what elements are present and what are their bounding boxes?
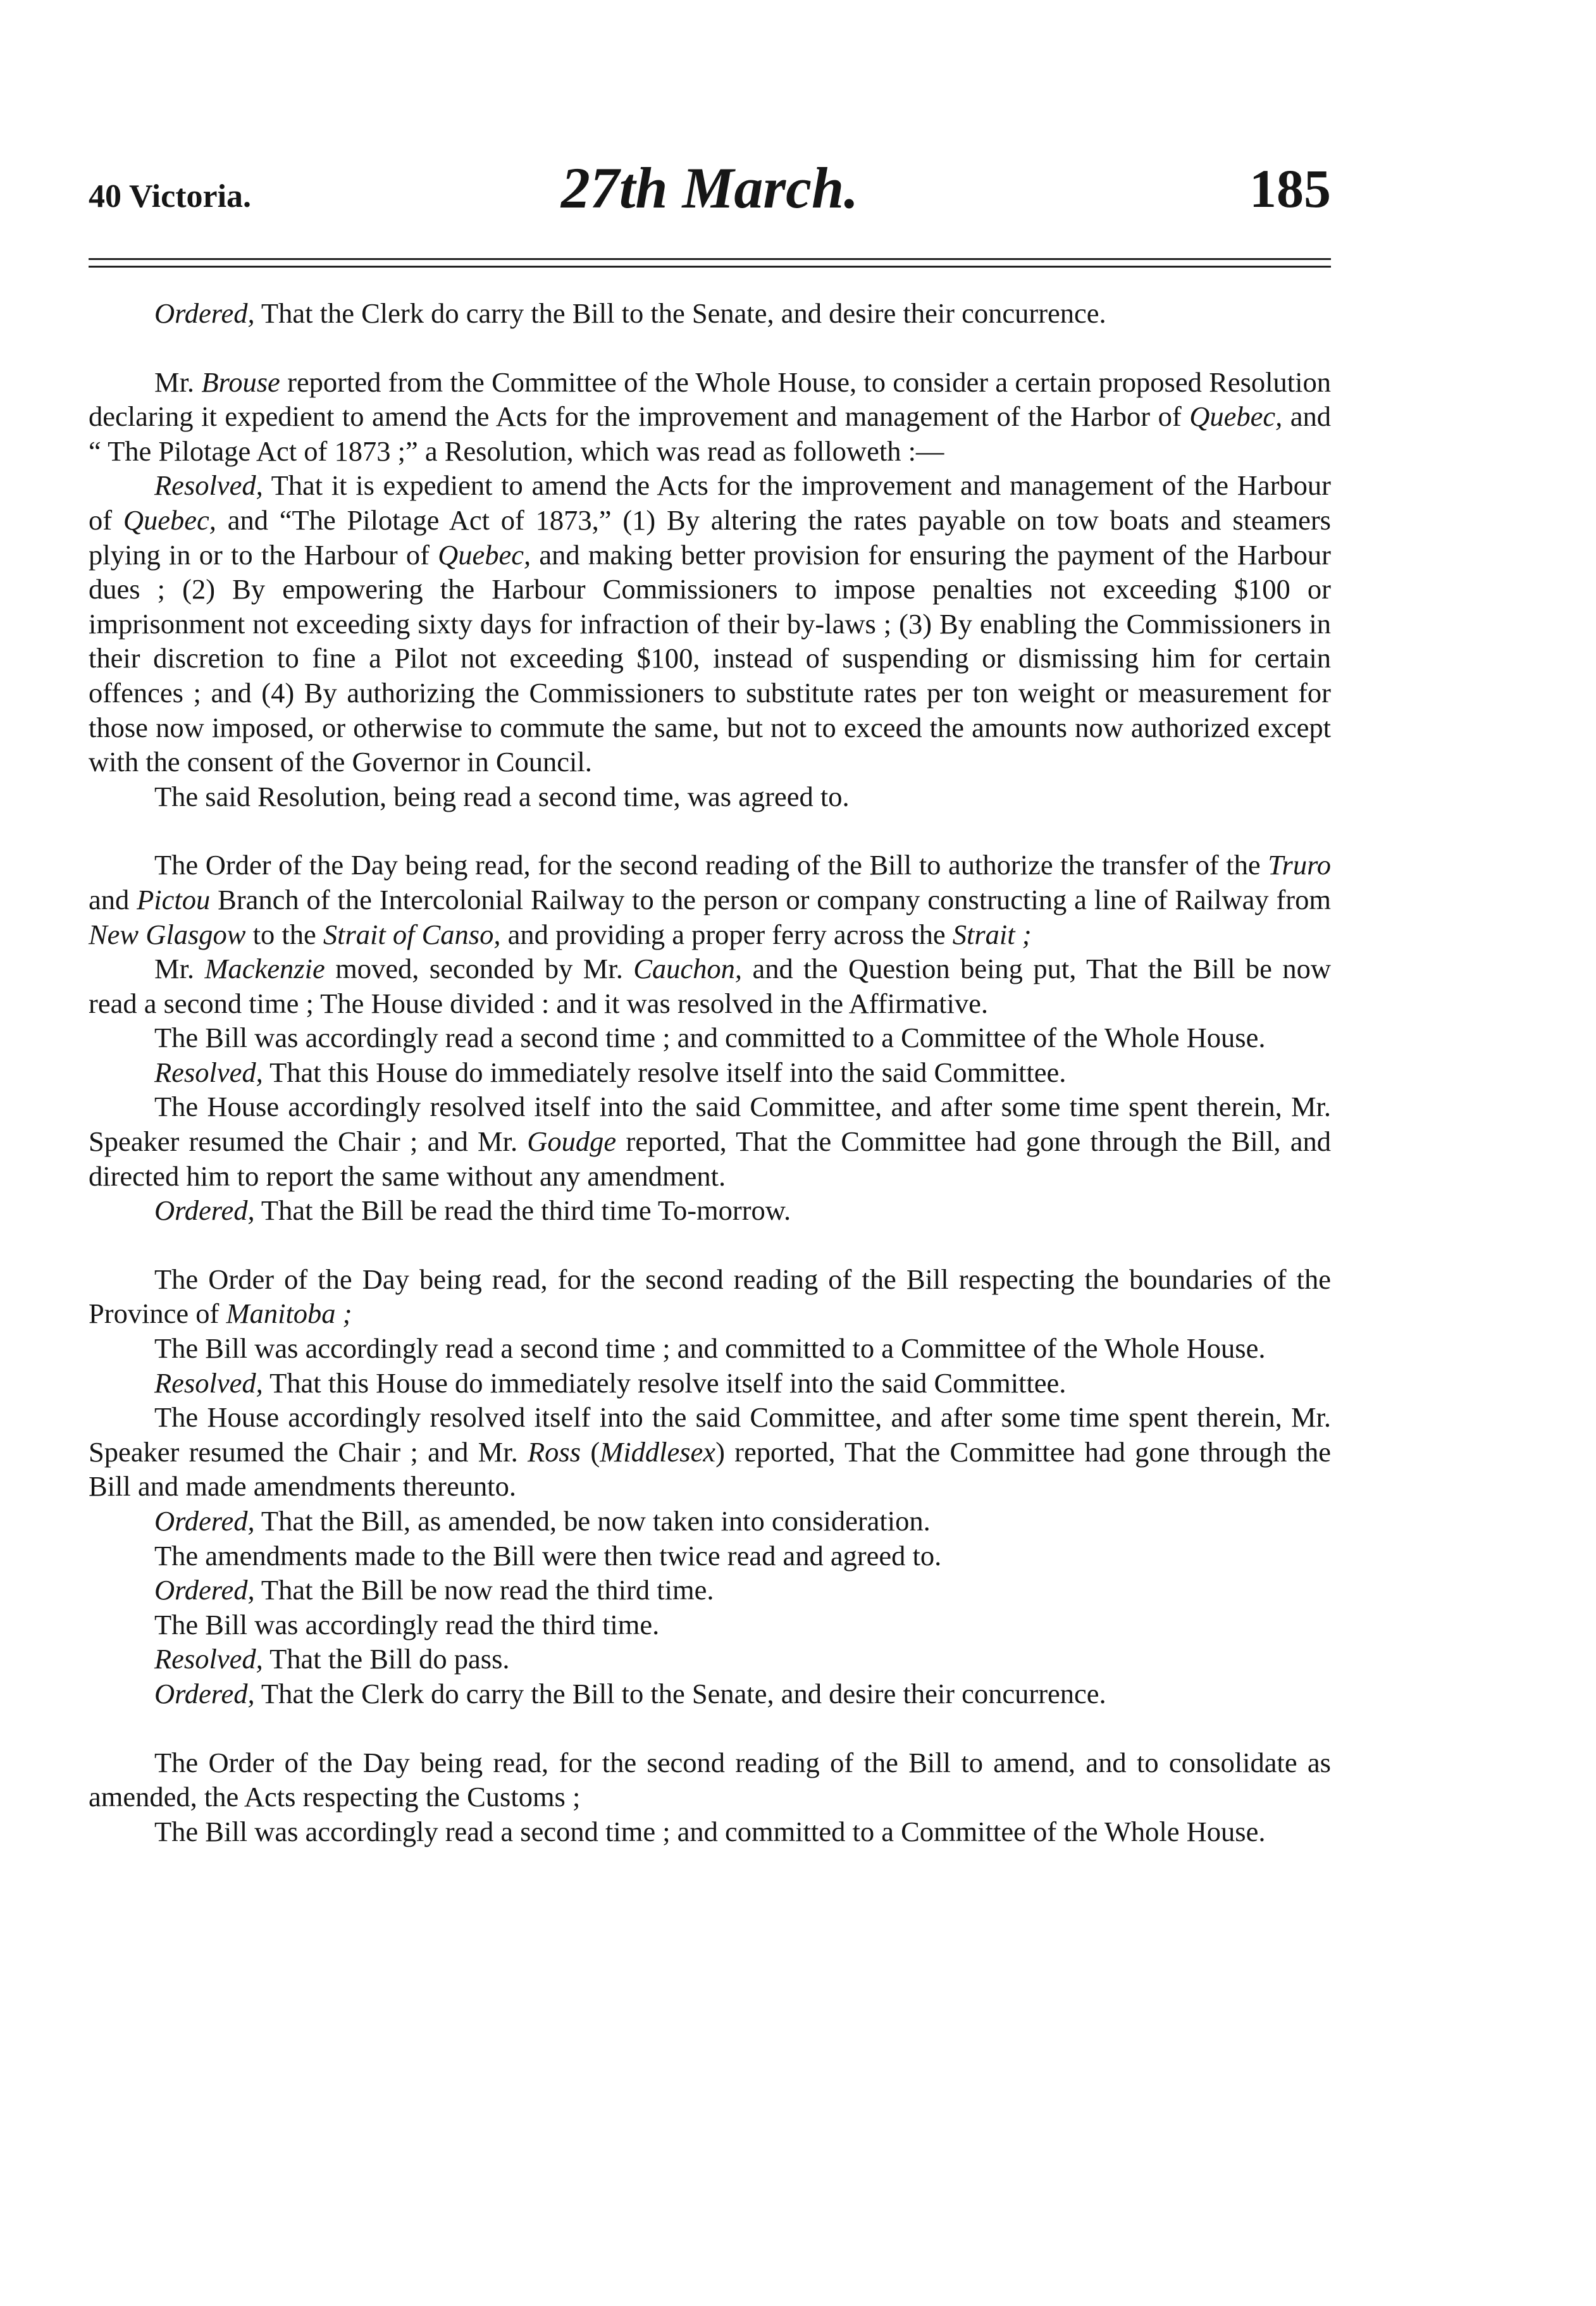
journal-paragraph: The House accordingly resolved itself into the said Committee, and after some time spent therein, Mr. Speaker resumed the Chair ; and Mr. Goudge reported, That the Committee had gone through the Bill, and directed him to report the same without any amendment.: [89, 1091, 1331, 1192]
regnal-year: 40 Victoria.: [89, 178, 252, 214]
italic-text: Cauchon,: [633, 953, 743, 985]
journal-paragraph: Mr. Mackenzie moved, seconded by Mr. Cauchon, and the Question being put, That the Bill be now read a second time ; The House divided : and it was resolved in the Affirmative.: [89, 953, 1331, 1019]
journal-paragraph: Resolved, That it is expedient to amend the Acts for the improvement and management of the Harbour of Quebec, and “The Pilotage Act of 1873,” (1) By altering the rates payable on tow boats and steamers plying in or to the Harbour of Quebec, and making better provision for ensuring the payment of the Harbour dues ; (2) By empowering the Harbour Commissioners to impose penalties not exceeding $100 or imprisonment not exceeding sixty days for infraction of their by-laws ; (3) By enabling the Commissioners in their discretion to fine a Pilot not exceeding $100, instead of suspending or dismissing him for certain offences ; and (4) By authorizing the Commissioners to substitute rates per ton weight or measurement for those now imposed, or otherwise to commute the same, but not to exceed the amounts now authorized except with the consent of the Governor in Council.: [89, 469, 1331, 778]
italic-text: Mackenzie: [204, 953, 325, 985]
italic-text: Strait of Canso,: [323, 918, 501, 950]
italic-text: Resolved,: [154, 1643, 263, 1675]
journal-paragraph: Resolved, That the Bill do pass.: [154, 1643, 510, 1675]
italic-text: Ross: [528, 1435, 581, 1468]
journal-paragraph: The said Resolution, being read a second time, was agreed to.: [154, 780, 850, 812]
italic-text: Middlesex: [600, 1435, 716, 1468]
journal-paragraph: The Bill was accordingly read a second time ; and committed to a Committee of the Whole House.: [154, 1332, 1266, 1365]
header-rule-upper: [89, 258, 1331, 260]
italic-text: Ordered,: [154, 1677, 255, 1709]
page-number: 185: [1249, 158, 1331, 219]
journal-paragraph: Ordered, That the Clerk do carry the Bill to the Senate, and desire their concurrence.: [154, 1677, 1106, 1709]
journal-paragraph: Ordered, That the Bill be read the third time To-morrow.: [154, 1194, 791, 1227]
journal-paragraph: Resolved, That this House do immediately resolve itself into the said Committee.: [154, 1056, 1067, 1088]
italic-text: Quebec,: [438, 538, 531, 571]
italic-text: Resolved,: [154, 1367, 263, 1399]
italic-text: Strait ;: [952, 918, 1032, 950]
journal-paragraph: The Bill was accordingly read a second time ; and committed to a Committee of the Whole House.: [154, 1815, 1266, 1847]
italic-text: Manitoba ;: [226, 1298, 352, 1330]
italic-text: Quebec,: [1189, 400, 1283, 433]
header-rule-lower: [89, 266, 1331, 268]
italic-text: Pictou: [137, 883, 211, 915]
journal-paragraph: Resolved, That this House do immediately resolve itself into the said Committee.: [154, 1367, 1067, 1399]
italic-text: New Glasgow: [89, 918, 246, 950]
italic-text: Ordered,: [154, 1574, 255, 1606]
italic-text: Resolved,: [154, 469, 263, 502]
journal-body: [89, 296, 1331, 1849]
journal-paragraph: The Order of the Day being read, for the second reading of the Bill respecting the boundaries of the Province of Manitoba ;: [89, 1263, 1331, 1330]
italic-text: Ordered,: [154, 1505, 255, 1537]
sitting-date: 27th March.: [560, 156, 859, 220]
journal-paragraph: The Order of the Day being read, for the second reading of the Bill to authorize the transfer of the Truro and Pictou Branch of the Intercolonial Railway to the person or company constructing a line of Railway from New Glasgow to the Strait of Canso, and providing a proper ferry across the Strait ;: [89, 849, 1331, 950]
journal-paragraph: The amendments made to the Bill were then twice read and agreed to.: [154, 1539, 942, 1571]
journal-paragraph: Ordered, That the Bill, as amended, be now taken into consideration.: [154, 1505, 931, 1537]
italic-text: Ordered,: [154, 1194, 255, 1227]
journal-paragraph: Mr. Brouse reported from the Committee of the Whole House, to consider a certain proposed Resolution declaring it expedient to amend the Acts for the improvement and management of the Harbor of Quebec, and “ The Pilotage Act of 1873 ;” a Resolution, which was read as followeth :—: [89, 366, 1332, 467]
journal-paragraph: The House accordingly resolved itself into the said Committee, and after some time spent therein, Mr. Speaker resumed the Chair ; and Mr. Ross (Middlesex) reported, That the Committee had gone through the Bill and made amendments thereunto.: [89, 1401, 1331, 1503]
italic-text: Ordered,: [154, 297, 255, 329]
italic-text: Quebec,: [123, 504, 216, 536]
italic-text: Truro: [1268, 849, 1331, 881]
italic-text: Goudge: [527, 1125, 617, 1158]
journal-paragraph: The Order of the Day being read, for the second reading of the Bill to amend, and to consolidate as amended, the Acts respecting the Customs ;: [89, 1746, 1331, 1813]
running-header: [89, 158, 1331, 228]
italic-text: Resolved,: [154, 1056, 263, 1088]
journal-paragraph: Ordered, That the Bill be now read the third time.: [154, 1574, 714, 1606]
journal-paragraph: The Bill was accordingly read the third time.: [154, 1608, 660, 1640]
journal-paragraph: Ordered, That the Clerk do carry the Bill to the Senate, and desire their concurrence.: [154, 297, 1106, 329]
italic-text: Brouse: [201, 366, 280, 398]
journal-paragraph: The Bill was accordingly read a second time ; and committed to a Committee of the Whole House.: [154, 1022, 1266, 1054]
